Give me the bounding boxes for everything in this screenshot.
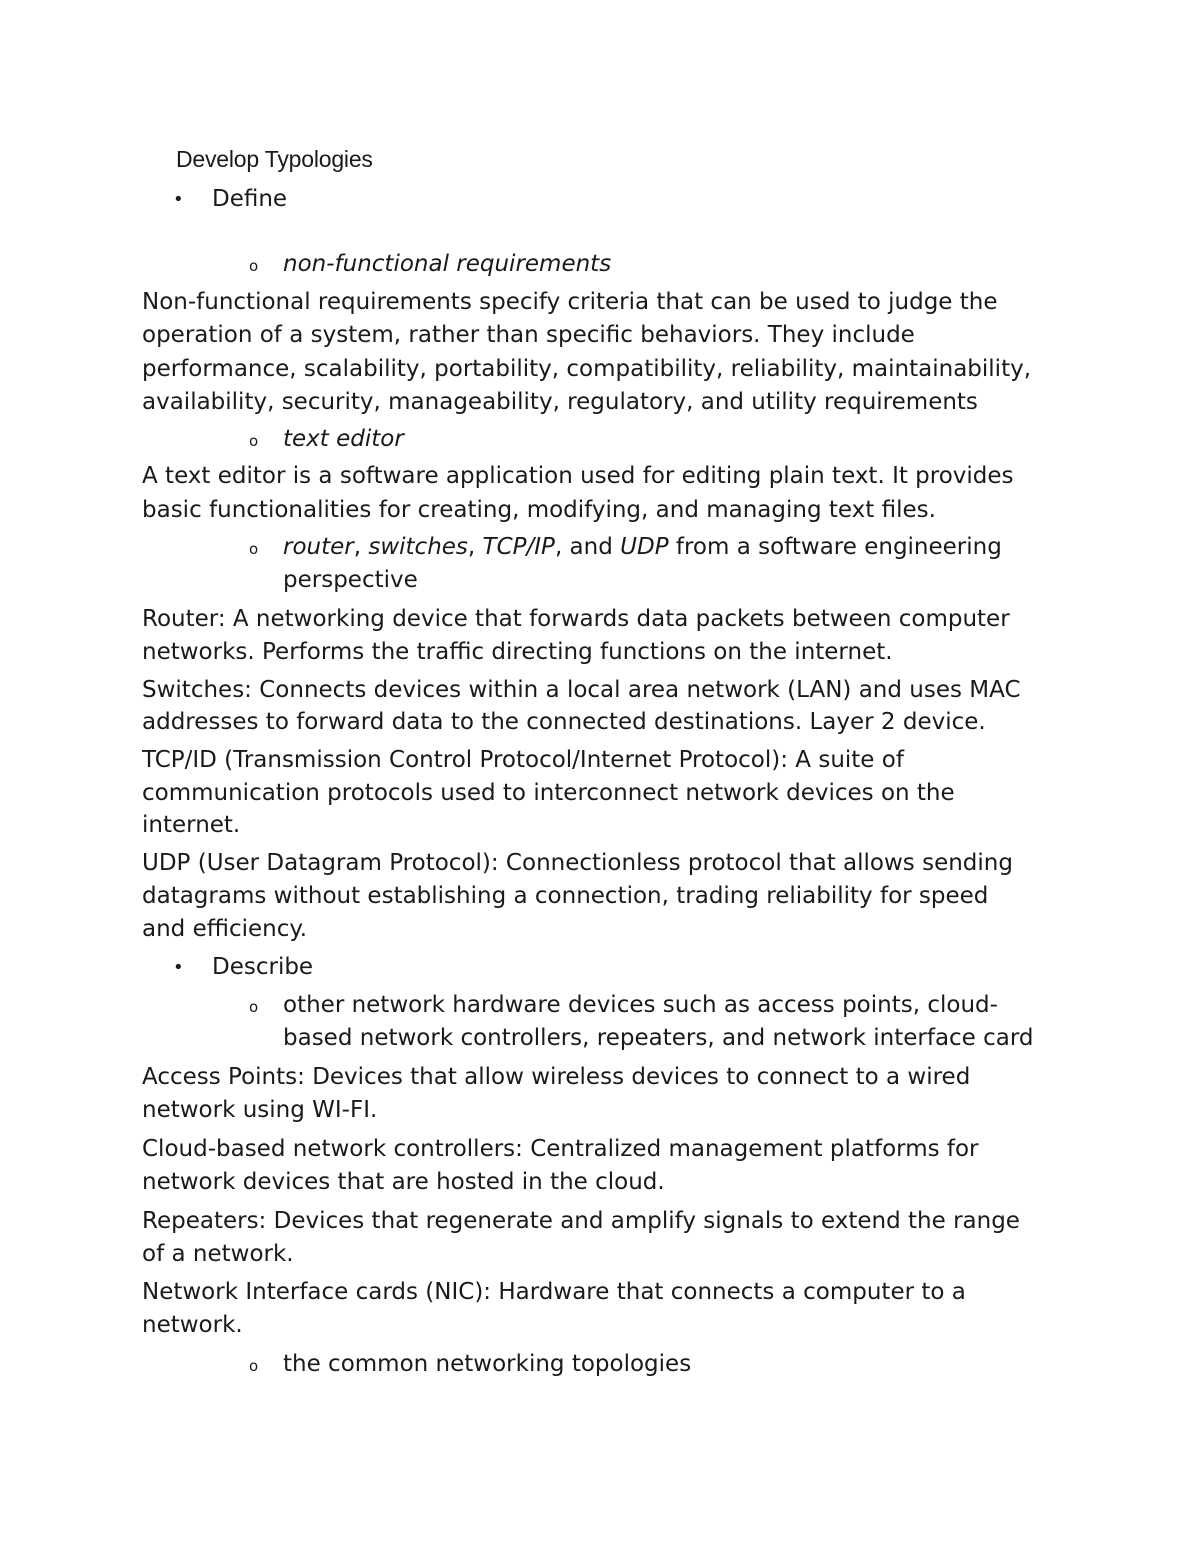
- text-editor-def-line: A text editor is a software application used for editing plain text. It provides: [142, 463, 1014, 489]
- separator: , and: [554, 534, 621, 560]
- router-term: router: [283, 534, 354, 560]
- access-points-def-line: network using WI-FI.: [142, 1097, 378, 1123]
- access-points-def-line: Access Points: Devices that allow wireless devices to connect to a wired: [142, 1064, 971, 1090]
- udp-def-line: UDP (User Datagram Protocol): Connectionless protocol that allows sending: [142, 850, 1013, 876]
- cloud-def-line: Cloud-based network controllers: Centralized management platforms for: [142, 1136, 979, 1162]
- network-item: [283, 531, 1002, 564]
- cloud-def-line: network devices that are hosted in the cloud.: [142, 1169, 665, 1195]
- describe-label: Describe: [212, 954, 314, 980]
- sub-bullet-icon: o: [249, 1357, 259, 1375]
- network-item-rest: from a software engineering: [668, 534, 1002, 560]
- sub-bullet-icon: o: [249, 432, 259, 450]
- udp-def-line: datagrams without establishing a connection, trading reliability for speed: [142, 883, 989, 909]
- separator: ,: [353, 534, 369, 560]
- nfr-def-line: performance, scalability, portability, compatibility, reliability, maintainability,: [142, 356, 1032, 382]
- text-editor-def-line: basic functionalities for creating, modifying, and managing text files.: [142, 497, 936, 523]
- switches-def-line: addresses to forward data to the connected destinations. Layer 2 device.: [142, 709, 986, 735]
- topologies-item: the common networking topologies: [283, 1351, 692, 1377]
- sub-bullet-icon: o: [249, 540, 259, 558]
- router-def-line: Router: A networking device that forwards data packets between computer: [142, 606, 1010, 632]
- switches-term: switches: [368, 534, 468, 560]
- other-devices-line: other network hardware devices such as access points, cloud-: [283, 992, 998, 1018]
- udp-def-line: and efficiency.: [142, 916, 308, 942]
- switches-def-line: Switches: Connects devices within a local area network (LAN) and uses MAC: [142, 677, 1021, 703]
- sub-bullet-icon: o: [249, 998, 259, 1016]
- nfr-def-line: operation of a system, rather than specific behaviors. They include: [142, 322, 915, 348]
- nic-def-line: network.: [142, 1312, 243, 1338]
- text-editor-term: text editor: [283, 426, 404, 452]
- page-title: Develop Typologies: [176, 146, 373, 172]
- nic-def-line: Network Interface cards (NIC): Hardware that connects a computer to a: [142, 1279, 966, 1305]
- sub-bullet-icon: o: [249, 257, 259, 275]
- router-def-line: networks. Performs the traffic directing functions on the internet.: [142, 639, 893, 665]
- tcp-def-line: communication protocols used to interconnect network devices on the: [142, 780, 955, 806]
- network-item-line2: perspective: [283, 567, 418, 593]
- separator: ,: [467, 534, 483, 560]
- nfr-term: non-functional requirements: [283, 251, 612, 277]
- tcp-def-line: TCP/ID (Transmission Control Protocol/Internet Protocol): A suite of: [142, 747, 904, 773]
- udp-term: UDP: [620, 534, 669, 560]
- repeaters-def-line: of a network.: [142, 1241, 294, 1267]
- bullet-icon: •: [173, 957, 184, 978]
- nfr-def-line: availability, security, manageability, regulatory, and utility requirements: [142, 389, 978, 415]
- other-devices-line: based network controllers, repeaters, and network interface card: [283, 1025, 1034, 1051]
- tcpip-term: TCP/IP: [482, 534, 555, 560]
- bullet-icon: •: [173, 189, 184, 210]
- nfr-def-line: Non-functional requirements specify criteria that can be used to judge the: [142, 289, 998, 315]
- tcp-def-line: internet.: [142, 812, 241, 838]
- define-label: Define: [212, 186, 288, 212]
- repeaters-def-line: Repeaters: Devices that regenerate and amplify signals to extend the range: [142, 1208, 1020, 1234]
